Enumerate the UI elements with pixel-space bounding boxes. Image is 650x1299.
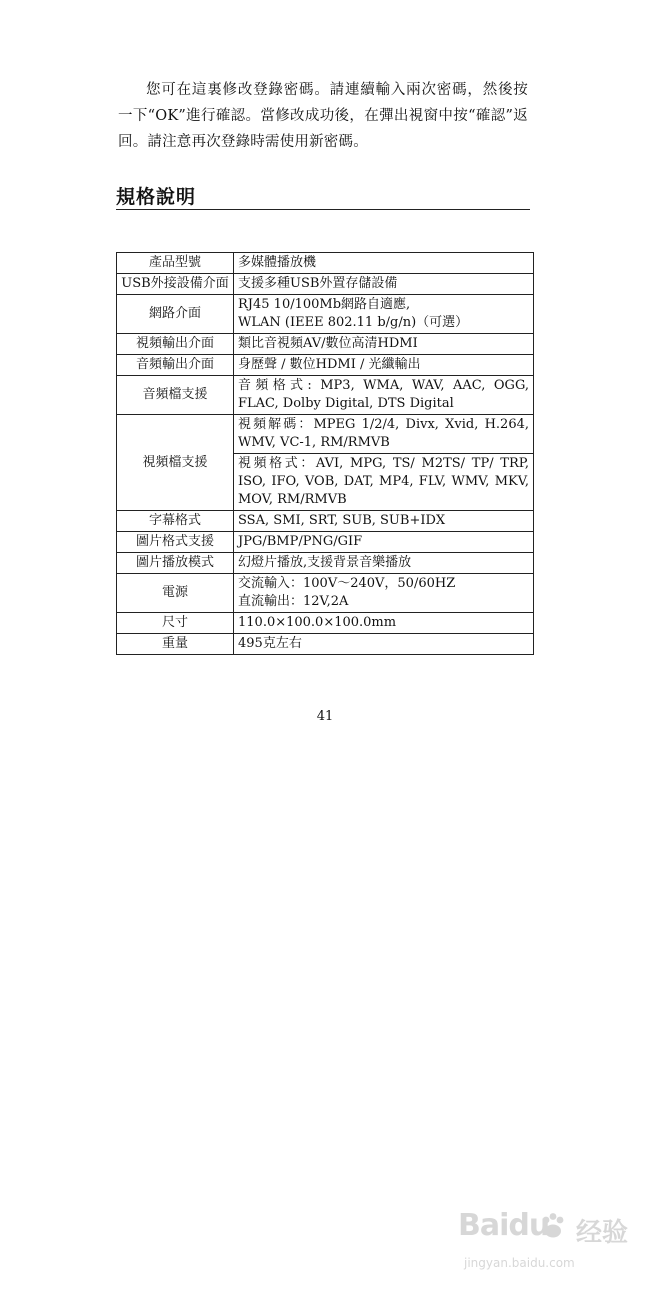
spec-label: USB外接設備介面 — [117, 274, 234, 295]
spec-label: 電源 — [117, 574, 234, 613]
spec-value — [234, 295, 534, 334]
spec-label: 圖片播放模式 — [117, 553, 234, 574]
spec-value: 110.0×100.0×100.0mm — [234, 613, 534, 634]
table-row — [117, 376, 534, 415]
spec-value-line: 交流輸入：100V～240V，50/60HZ — [238, 576, 456, 591]
spec-value: 視頻解碼：MPEG 1/2/4, Divx, Xvid, H.264, WMV, VC-1, RM/RMVB — [234, 415, 534, 454]
section-divider — [116, 209, 530, 210]
spec-value: 支援多種USB外置存儲設備 — [234, 274, 534, 295]
table-row — [117, 613, 534, 634]
spec-value: 495克左右 — [234, 634, 534, 655]
table-row — [117, 574, 534, 613]
spec-label: 字幕格式 — [117, 511, 234, 532]
spec-value: 音頻格式: MP3, WMA, WAV, AAC, OGG, FLAC, Dolby Digital, DTS Digital — [234, 376, 534, 415]
spec-label: 視頻檔支援 — [117, 415, 234, 511]
spec-value: 類比音視頻AV/數位高清HDMI — [234, 334, 534, 355]
table-row — [117, 553, 534, 574]
table-row — [117, 274, 534, 295]
spec-label: 視頻輸出介面 — [117, 334, 234, 355]
table-row — [117, 415, 534, 454]
spec-table — [116, 252, 534, 655]
spec-value: JPG/BMP/PNG/GIF — [234, 532, 534, 553]
spec-value: 視頻格式：AVI, MPG, TS/ M2TS/ TP/ TRP, ISO, IFO, VOB, DAT, MP4, FLV, WMV, MKV, MOV, RM/RMVB — [234, 454, 534, 511]
spec-label: 音頻檔支援 — [117, 376, 234, 415]
table-row — [117, 253, 534, 274]
spec-label: 尺寸 — [117, 613, 234, 634]
watermark-logo-text: Baidu — [458, 1208, 550, 1243]
spec-label: 網路介面 — [117, 295, 234, 334]
spec-value-line: 直流輸出：12V,2A — [238, 594, 349, 609]
spec-value: 幻燈片播放,支援背景音樂播放 — [234, 553, 534, 574]
table-row — [117, 334, 534, 355]
section-title: 規格說明 — [116, 186, 197, 208]
paw-icon — [538, 1211, 568, 1241]
table-row — [117, 295, 534, 334]
page-number: 41 — [316, 709, 334, 724]
spec-value: 多媒體播放機 — [234, 253, 534, 274]
spec-label: 音頻輸出介面 — [117, 355, 234, 376]
spec-value-line: RJ45 10/100Mb網路自適應, — [238, 297, 411, 312]
spec-label: 產品型號 — [117, 253, 234, 274]
table-row — [117, 532, 534, 553]
table-row — [117, 511, 534, 532]
watermark-jingyan-text: 经验 — [576, 1218, 629, 1248]
table-row — [117, 355, 534, 376]
baidu-jingyan-watermark — [458, 1208, 638, 1282]
spec-value — [234, 574, 534, 613]
watermark-url: jingyan.baidu.com — [464, 1256, 575, 1270]
spec-value-line: WLAN (IEEE 802.11 b/g/n)（可選） — [238, 315, 469, 330]
spec-label: 重量 — [117, 634, 234, 655]
spec-value: SSA, SMI, SRT, SUB, SUB+IDX — [234, 511, 534, 532]
intro-paragraph: 您可在這裏修改登錄密碼。請連續輸入兩次密碼，然後按一下“OK”進行確認。當修改成功後，在彈出視窗中按“確認”返回。請注意再次登錄時需使用新密碼。 — [118, 81, 528, 150]
table-row — [117, 634, 534, 655]
spec-label: 圖片格式支援 — [117, 532, 234, 553]
spec-value: 身歷聲 / 數位HDMI / 光纖輸出 — [234, 355, 534, 376]
